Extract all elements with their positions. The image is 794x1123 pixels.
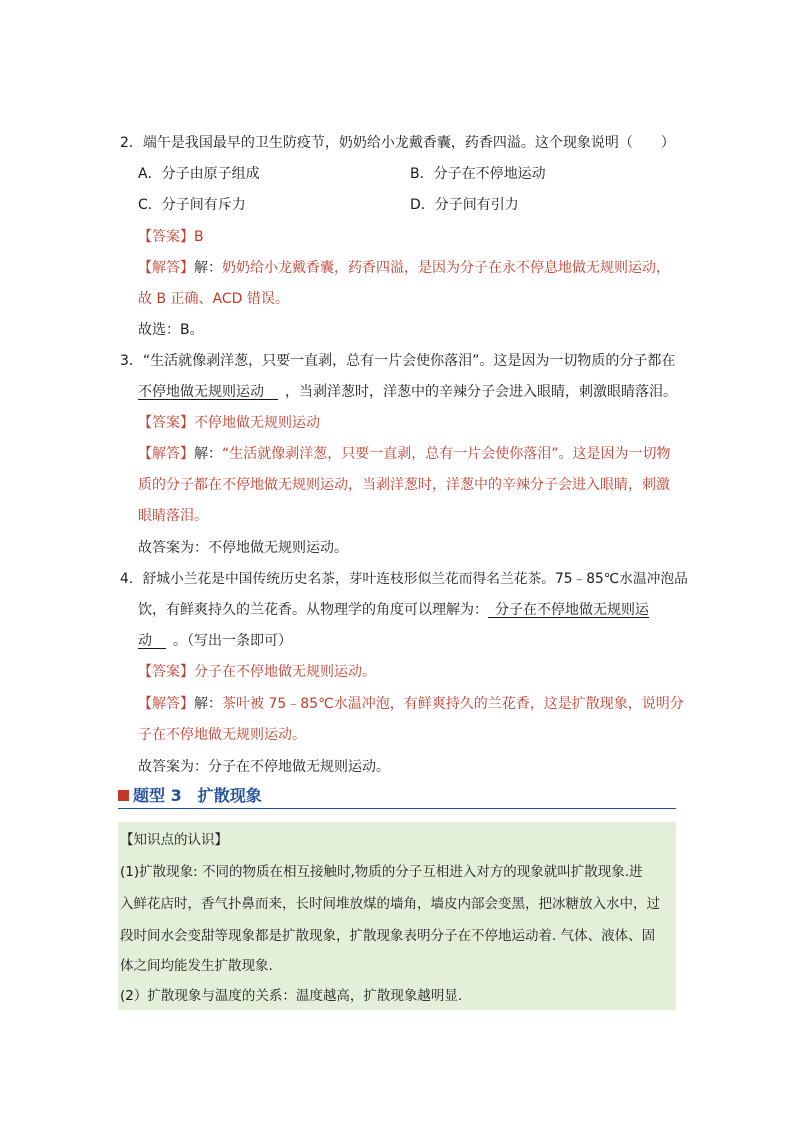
answer-value: 不停地做无规则运动 [194,415,320,431]
q4-stem-line3 [138,631,292,651]
knowledge-p2: (2）扩散现象与温度的关系：温度越高，扩散现象越明显. [120,988,463,1004]
knowledge-p1-line4: 体之间均能发生扩散现象. [120,958,273,974]
analysis-tag: 【解答】 [138,696,194,712]
q3-stem-line2 [138,382,677,402]
q3-answer [138,413,320,433]
knowledge-p1-line1: (1)扩散现象: 不同的物质在相互接触时,物质的分子互相进入对方的现象就叫扩散现象.进 [120,864,643,880]
analysis-text: “生活就像剥洋葱，只要一直剥，总有一片会使你落泪”。这是因为一切物 [222,446,671,462]
q3-analysis-line1 [138,444,671,464]
q4-answer [138,662,376,682]
q2-option-d: D．分子间有引力 [410,197,519,213]
knowledge-heading: 【知识点的认识】 [120,832,228,848]
q4-analysis-line1 [138,694,684,714]
analysis-prefix: 解： [194,696,222,712]
q3-final: 故答案为：不停地做无规则运动。 [138,540,348,556]
q2-choice: 故选：B。 [138,322,204,338]
knowledge-p1-line2: 入鲜花店时，香气扑鼻而来，长时间堆放煤的墙角，墙皮内部会变黑，把冰糖放入水中，过 [120,896,660,912]
section-title [118,785,262,807]
q2-answer [138,227,204,247]
q3-analysis-line3: 眼睛落泪。 [138,508,208,524]
q2-analysis-line2: 故 B 正确、ACD 错误。 [138,291,289,307]
section-marker-icon [118,790,129,801]
analysis-prefix: 解： [194,260,222,276]
q2-option-c: C．分子间有斥力 [138,197,246,213]
q3-blank-answer: 不停地做无规则运动 [138,384,264,400]
q3-stem-rest: ，当剥洋葱时，洋葱中的辛辣分子会进入眼睛，刺激眼睛落泪。 [285,384,677,400]
answer-tag: 【答案】 [138,664,194,680]
analysis-tag: 【解答】 [138,446,194,462]
answer-tag: 【答案】 [138,229,194,245]
q4-stem-line1: 4．舒城小兰花是中国传统历史名茶，芽叶连枝形似兰花而得名兰花茶。75﹣85℃水温冲泡品 [120,571,688,587]
analysis-prefix: 解： [194,446,222,462]
answer-value: 分子在不停地做无规则运动。 [194,664,376,680]
section-title-text: 题型 3 扩散现象 [133,786,262,805]
q4-blank-part1: 分子在不停地做无规则运 [495,602,649,618]
q4-analysis-line2: 子在不停地做无规则运动。 [138,727,306,743]
analysis-tag: 【解答】 [138,260,194,276]
q2-option-a: A．分子由原子组成 [138,166,260,182]
q3-stem-line1: 3．“生活就像剥洋葱，只要一直剥，总有一片会使你落泪”。这是因为一切物质的分子都在 [120,353,676,369]
q2-stem: 2．端午是我国最早的卫生防疫节，奶奶给小龙戴香囊，药香四溢。这个现象说明（ ） [120,135,675,151]
q2-option-b: B．分子在不停地运动 [410,166,546,182]
q4-stem-rest: 。（写出一条即可） [173,633,292,649]
analysis-text: 奶奶给小龙戴香囊，药香四溢，是因为分子在永不停息地做无规则运动， [222,260,670,276]
q2-analysis-line1 [138,258,670,278]
section-divider [118,808,676,809]
q3-analysis-line2: 质的分子都在不停地做无规则运动，当剥洋葱时，洋葱中的辛辣分子会进入眼睛，刺激 [138,477,670,493]
answer-value: B [194,229,204,245]
q4-final: 故答案为：分子在不停地做无规则运动。 [138,759,390,775]
knowledge-box [118,822,676,1010]
knowledge-p1-line3: 段时间水会变甜等现象都是扩散现象，扩散现象表明分子在不停地运动着. 气体、液体、固 [120,928,656,944]
q4-blank-part2: 动 [138,633,152,649]
q4-stem-line2 [138,600,649,620]
analysis-text: 茶叶被 75﹣85℃水温冲泡，有鲜爽持久的兰花香，这是扩散现象，说明分 [222,696,684,712]
answer-tag: 【答案】 [138,415,194,431]
q4-stem-prefix: 饮，有鲜爽持久的兰花香。从物理学的角度可以理解为： [138,602,488,618]
